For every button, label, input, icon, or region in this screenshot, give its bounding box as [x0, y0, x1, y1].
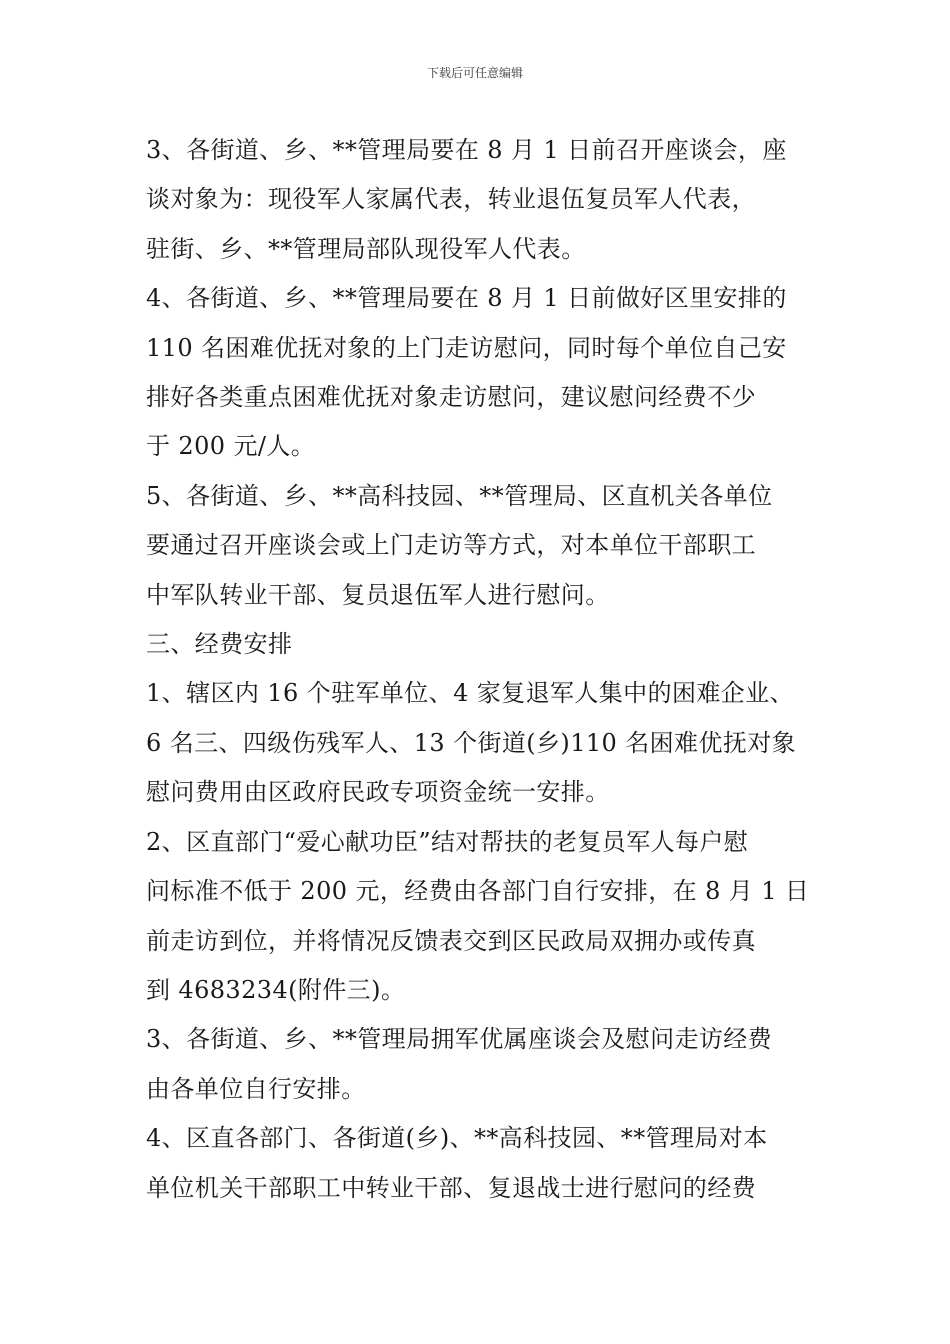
text-line: 谈对象为：现役军人家属代表，转业退伍复员军人代表，: [146, 185, 756, 214]
text-line: 排好各类重点困难优抚对象走访慰问，建议慰问经费不少: [146, 383, 756, 412]
text-line: 4、区直各部门、各街道(乡)、**高科技园、**管理局对本: [146, 1124, 768, 1153]
text-line: 6 名三、四级伤残军人、13 个街道(乡)110 名困难优抚对象: [146, 728, 797, 757]
text-line: 慰问费用由区政府民政专项资金统一安排。: [146, 778, 610, 807]
text-line: 110 名困难优抚对象的上门走访慰问，同时每个单位自己安: [146, 333, 787, 362]
text-line: 中军队转业干部、复员退伍军人进行慰问。: [146, 580, 610, 609]
text-line: 3、各街道、乡、**管理局要在 8 月 1 日前召开座谈会，座: [146, 136, 787, 164]
text-line: 4、各街道、乡、**管理局要在 8 月 1 日前做好区里安排的: [146, 284, 787, 313]
text-line: 3、各街道、乡、**管理局拥军优属座谈会及慰问走访经费: [146, 1025, 773, 1054]
text-line: 由各单位自行安排。: [146, 1074, 366, 1103]
section-heading: 三、经费安排: [146, 630, 293, 659]
text-line: 到 4683234(附件三)。: [146, 975, 406, 1004]
text-line: 要通过召开座谈会或上门走访等方式，对本单位干部职工: [146, 531, 756, 560]
text-line: 1、辖区内 16 个驻军单位、4 家复退军人集中的困难企业、: [146, 679, 794, 708]
text-line: 单位机关干部职工中转业干部、复退战士进行慰问的经费: [146, 1173, 756, 1202]
text-line: 驻街、乡、**管理局部队现役军人代表。: [146, 234, 586, 263]
text-line: 2、区直部门“爱心献功臣”结对帮扶的老复员军人每户慰: [146, 827, 749, 856]
document-body: [146, 126, 826, 1213]
text-line: 问标准不低于 200 元，经费由各部门自行安排，在 8 月 1 日: [146, 877, 810, 906]
text-line: 前走访到位，并将情况反馈表交到区民政局双拥办或传真: [146, 926, 756, 955]
text-line: 于 200 元/人。: [146, 432, 316, 461]
text-line: 5、各街道、乡、**高科技园、**管理局、区直机关各单位: [146, 481, 773, 510]
page-header: 下载后可任意编辑: [426, 66, 523, 80]
